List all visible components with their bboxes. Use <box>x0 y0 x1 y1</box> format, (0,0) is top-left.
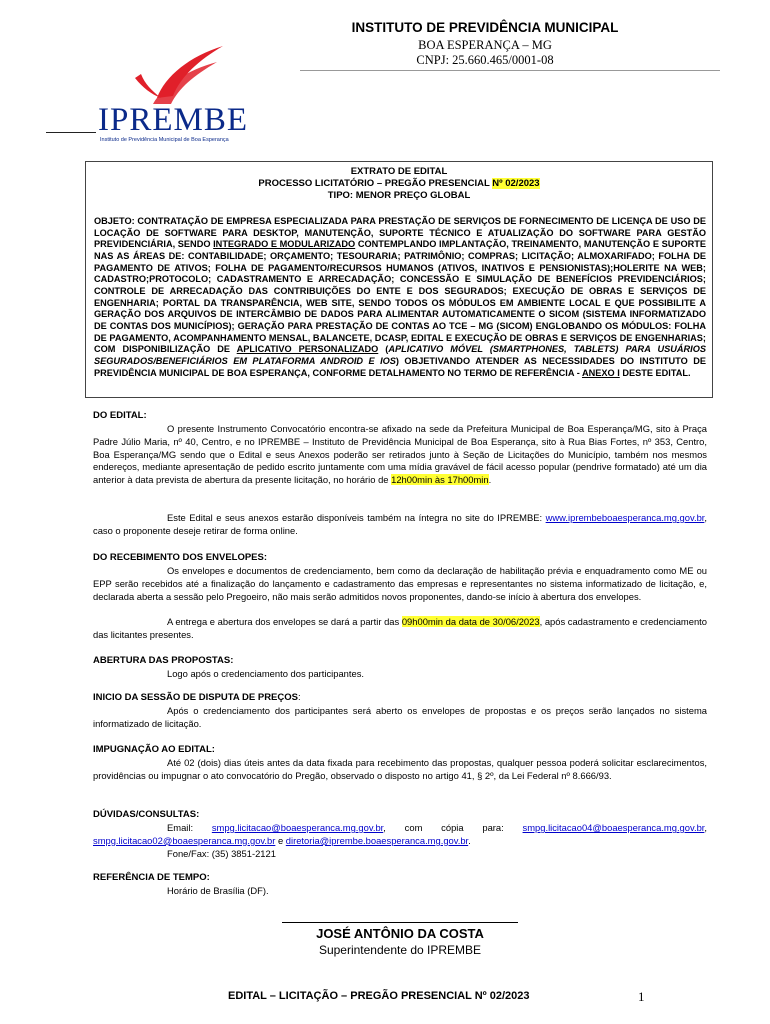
object-text: OBJETO: CONTRATAÇÃO DE EMPRESA ESPECIALIZADA PARA PRESTAÇÃO DE SERVIÇOS DE FORNECIMENTO DE LICENÇA DE USO DE LOCAÇÃO DE SOFTWARE PARA DESKTOP, MANUTENÇÃO, SUPORTE TÉCNICO E ATUALIZAÇÃO DO SOFTWARE PARA GESTÃO PREVIDENCIÁRIA, SENDO INTEGRADO E MODULARIZADO CONTEMPLANDO IMPLANTAÇÃO, TREINAMENTO, MANUTENÇÃO E SUPORTE NAS AS ÁREAS DE: CONTABILIDADE; ORÇAMENTO; TESOURARIA; PATRIMÔNIO; COMPRAS; LICITAÇÃO; ALMOXARIFADO; FOLHA DE PAGAMENTO DE ATIVOS; FOLHA DE PAGAMENTO/RECURSOS HUMANOS (ATIVOS, INATIVOS E PENSIONISTAS);HOLERITE NA WEB; CADASTRO;PROTOCOLO; CADASTRAMENTO E ARRECADAÇÃO; CONCESSÃO E SIMULAÇÃO DE BENEFÍCIOS PREVIDENCIÁRIOS; CONTROLE DE ARRECADAÇÃO DAS CONTRIBUIÇÕES DO ENTE E DOS SEGURADOS; EXECUÇÃO DE OBRAS E SERVIÇOS DE ENGENHARIA; PORTAL DA TRANSPARÊNCIA, WEB SITE, SENDO TODOS OS MÓDULOS EM AMBIENTE LOCAL E QUE POSSIBILITE A GERAÇÃO DOS ARQUIVOS DE INTERCÂMBIO DE DADOS PARA ALIMENTAR AUTOMATICAMENTE O SICOM (SISTEMA INFORMATIZADO DE CONTAS DOS MUNICÍPIOS); GERAÇÃO PARA PRESTAÇÃO DE CONTAS AO TCE – MG (SICOM) ENGLOBANDO OS MÓDULOS: FOLHA DE PAGAMENTO, ACOMPANHAMENTO MENSAL, BALANCETE, DCASP, EDITAL E EXECUÇÃO DE OBRAS E SERVIÇOS DE ENGENHARIAS; COM DISPONIBILIZAÇÃO DE APLICATIVO PERSONALIZADO (APLICATIVO MÓVEL (SMARTPHONES, TABLETS) PARA USUÁRIOS SEGURADOS/BENEFICIÁRIOS EM PLATAFORMA ANDROID E IOS) OBJETIVANDO ATENDER AS NECESSIDADES DO INSTITUTO DE PREVIDÊNCIA MUNICIPAL DE BOA ESPERANÇA, CONFORME DETALHAMENTO NO TERMO DE REFERÊNCIA - ANEXO I DESTE EDITAL. <box>94 216 706 378</box>
logo-left-rule <box>46 132 96 133</box>
section-heading-abertura: ABERTURA DAS PROPOSTAS: <box>93 655 234 666</box>
section-heading-duvidas: DÚVIDAS/CONSULTAS: <box>93 809 200 820</box>
email-link-1[interactable]: smpg.licitacao@boaesperanca.mg.gov.br <box>211 822 384 833</box>
institute-title: INSTITUTO DE PREVIDÊNCIA MUNICIPAL <box>351 20 619 35</box>
process-number: Nº 02/2023 <box>492 178 540 189</box>
page-number: 1 <box>638 989 645 1004</box>
signatory-role: Superintendente do IPREMBE <box>318 943 482 957</box>
disputa-paragraph: Após o credenciamento dos participantes será aberto os envelopes de propostas e os preços serão lançados no sistema informatizado de licitação. <box>93 705 707 729</box>
edital-paragraph-2: Este Edital e seus anexos estarão disponíveis também na íntegra no site do IPREMBE: www.iprembeboaesperanca.mg.gov.br, caso o proponente deseje retirar de forma online. <box>93 512 707 536</box>
abertura-text: Logo após o credenciamento dos participantes. <box>167 668 365 679</box>
envelopes-paragraph-1: Os envelopes e documentos de credenciamento, bem como da declaração de habilitação prévia e enquadramento como ME ou EPP serão recebidos até a finalização do lançamento e cadastramento das empresas e representantes no sistema informatizado de licitação, e, declarada aberta a sessão pelo Pregoeiro, não mais serão admitidos novos proponentes, dando-se início à abertura dos envelopes. <box>93 565 707 602</box>
signatory-name: JOSÉ ANTÔNIO DA COSTA <box>316 926 484 941</box>
process-line: PROCESSO LICITATÓRIO – PREGÃO PRESENCIAL Nº 02/2023 <box>258 178 540 189</box>
referencia-text: Horário de Brasília (DF). <box>167 885 269 896</box>
section-heading-impugnacao: IMPUGNAÇÃO AO EDITAL: <box>93 744 215 755</box>
email-link-2[interactable]: smpg.licitacao04@boaesperanca.mg.gov.br <box>522 822 705 833</box>
email-link-4[interactable]: diretoria@iprembe.boaesperanca.mg.gov.br <box>285 834 469 846</box>
institute-cnpj: CNPJ: 25.660.465/0001-08 <box>416 53 554 67</box>
duvidas-paragraph: Email: smpg.licitacao@boaesperanca.mg.gov.br, com cópia para: smpg.licitacao04@boaesperanca.mg.gov.br, smpg.licitacao02@boaesperanca.mg.gov.br e diretoria@iprembe.boaesperanca.mg.gov.br. <box>93 822 707 846</box>
section-heading-disputa: INICIO DA SESSÃO DE DISPUTA DE PREÇOS: <box>93 692 301 703</box>
footer-text: EDITAL – LICITAÇÃO – PREGÃO PRESENCIAL Nº 02/2023 <box>228 990 530 1002</box>
type-line: TIPO: MENOR PREÇO GLOBAL <box>327 190 471 201</box>
section-heading-edital: DO EDITAL: <box>93 410 147 421</box>
email-link-3[interactable]: smpg.licitacao02@boaesperanca.mg.gov.br <box>93 834 276 846</box>
impugnacao-paragraph: Até 02 (dois) dias úteis antes da data fixada para recebimento das propostas, qualquer pessoa poderá solicitar esclarecimentos, providências ou impugnar o ato convocatório do Pregão, observado o disposto no artigo 41, § 2º, da Lei Federal nº 8.666/93. <box>93 757 707 781</box>
extract-title: EXTRATO DE EDITAL <box>350 166 448 177</box>
edital-paragraph-1: O presente Instrumento Convocatório encontra-se afixado na sede da Prefeitura Municipal de Boa Esperança/MG, sito à Praça Padre Júlio Maria, nº 40, Centro, e no IPREMBE – Instituto de Previdência Municipal de Boa Esperança, sito à Rua Bias Fortes, nº 353, Centro, Boa Esperança/MG sendo que o Edital e seus Anexos poderão ser retirados junto à Seção de Licitações do Município, também nos mesmos endereços, mediante apresentação de pedido escrito juntamente com uma mídia gravável de fácil acesso popular (pendrive formatado) até um dia anterior à data prevista de abertura da presente licitação, no horário de 12h00min às 17h00min. <box>93 423 707 486</box>
logo-subtitle: Instituto de Previdência Municipal de Boa Esperança <box>100 137 229 143</box>
signature-line <box>282 922 518 923</box>
extract-box <box>85 161 713 398</box>
site-link[interactable]: www.iprembeboaesperanca.mg.gov.br <box>545 512 705 523</box>
envelopes-paragraph-2: A entrega e abertura dos envelopes se dará a partir das 09h00min da data de 30/06/2023, após cadastramento e credenciamento das licitantes presentes. <box>93 616 707 640</box>
institute-city: BOA ESPERANÇA – MG <box>418 38 552 52</box>
logo-wordmark: IPREMBE <box>98 102 249 138</box>
header-rule <box>300 70 720 71</box>
section-heading-envelopes: DO RECEBIMENTO DOS ENVELOPES: <box>93 552 268 563</box>
phone-text: Fone/Fax: (35) 3851-2121 <box>167 848 276 859</box>
section-heading-referencia: REFERÊNCIA DE TEMPO: <box>93 872 210 883</box>
